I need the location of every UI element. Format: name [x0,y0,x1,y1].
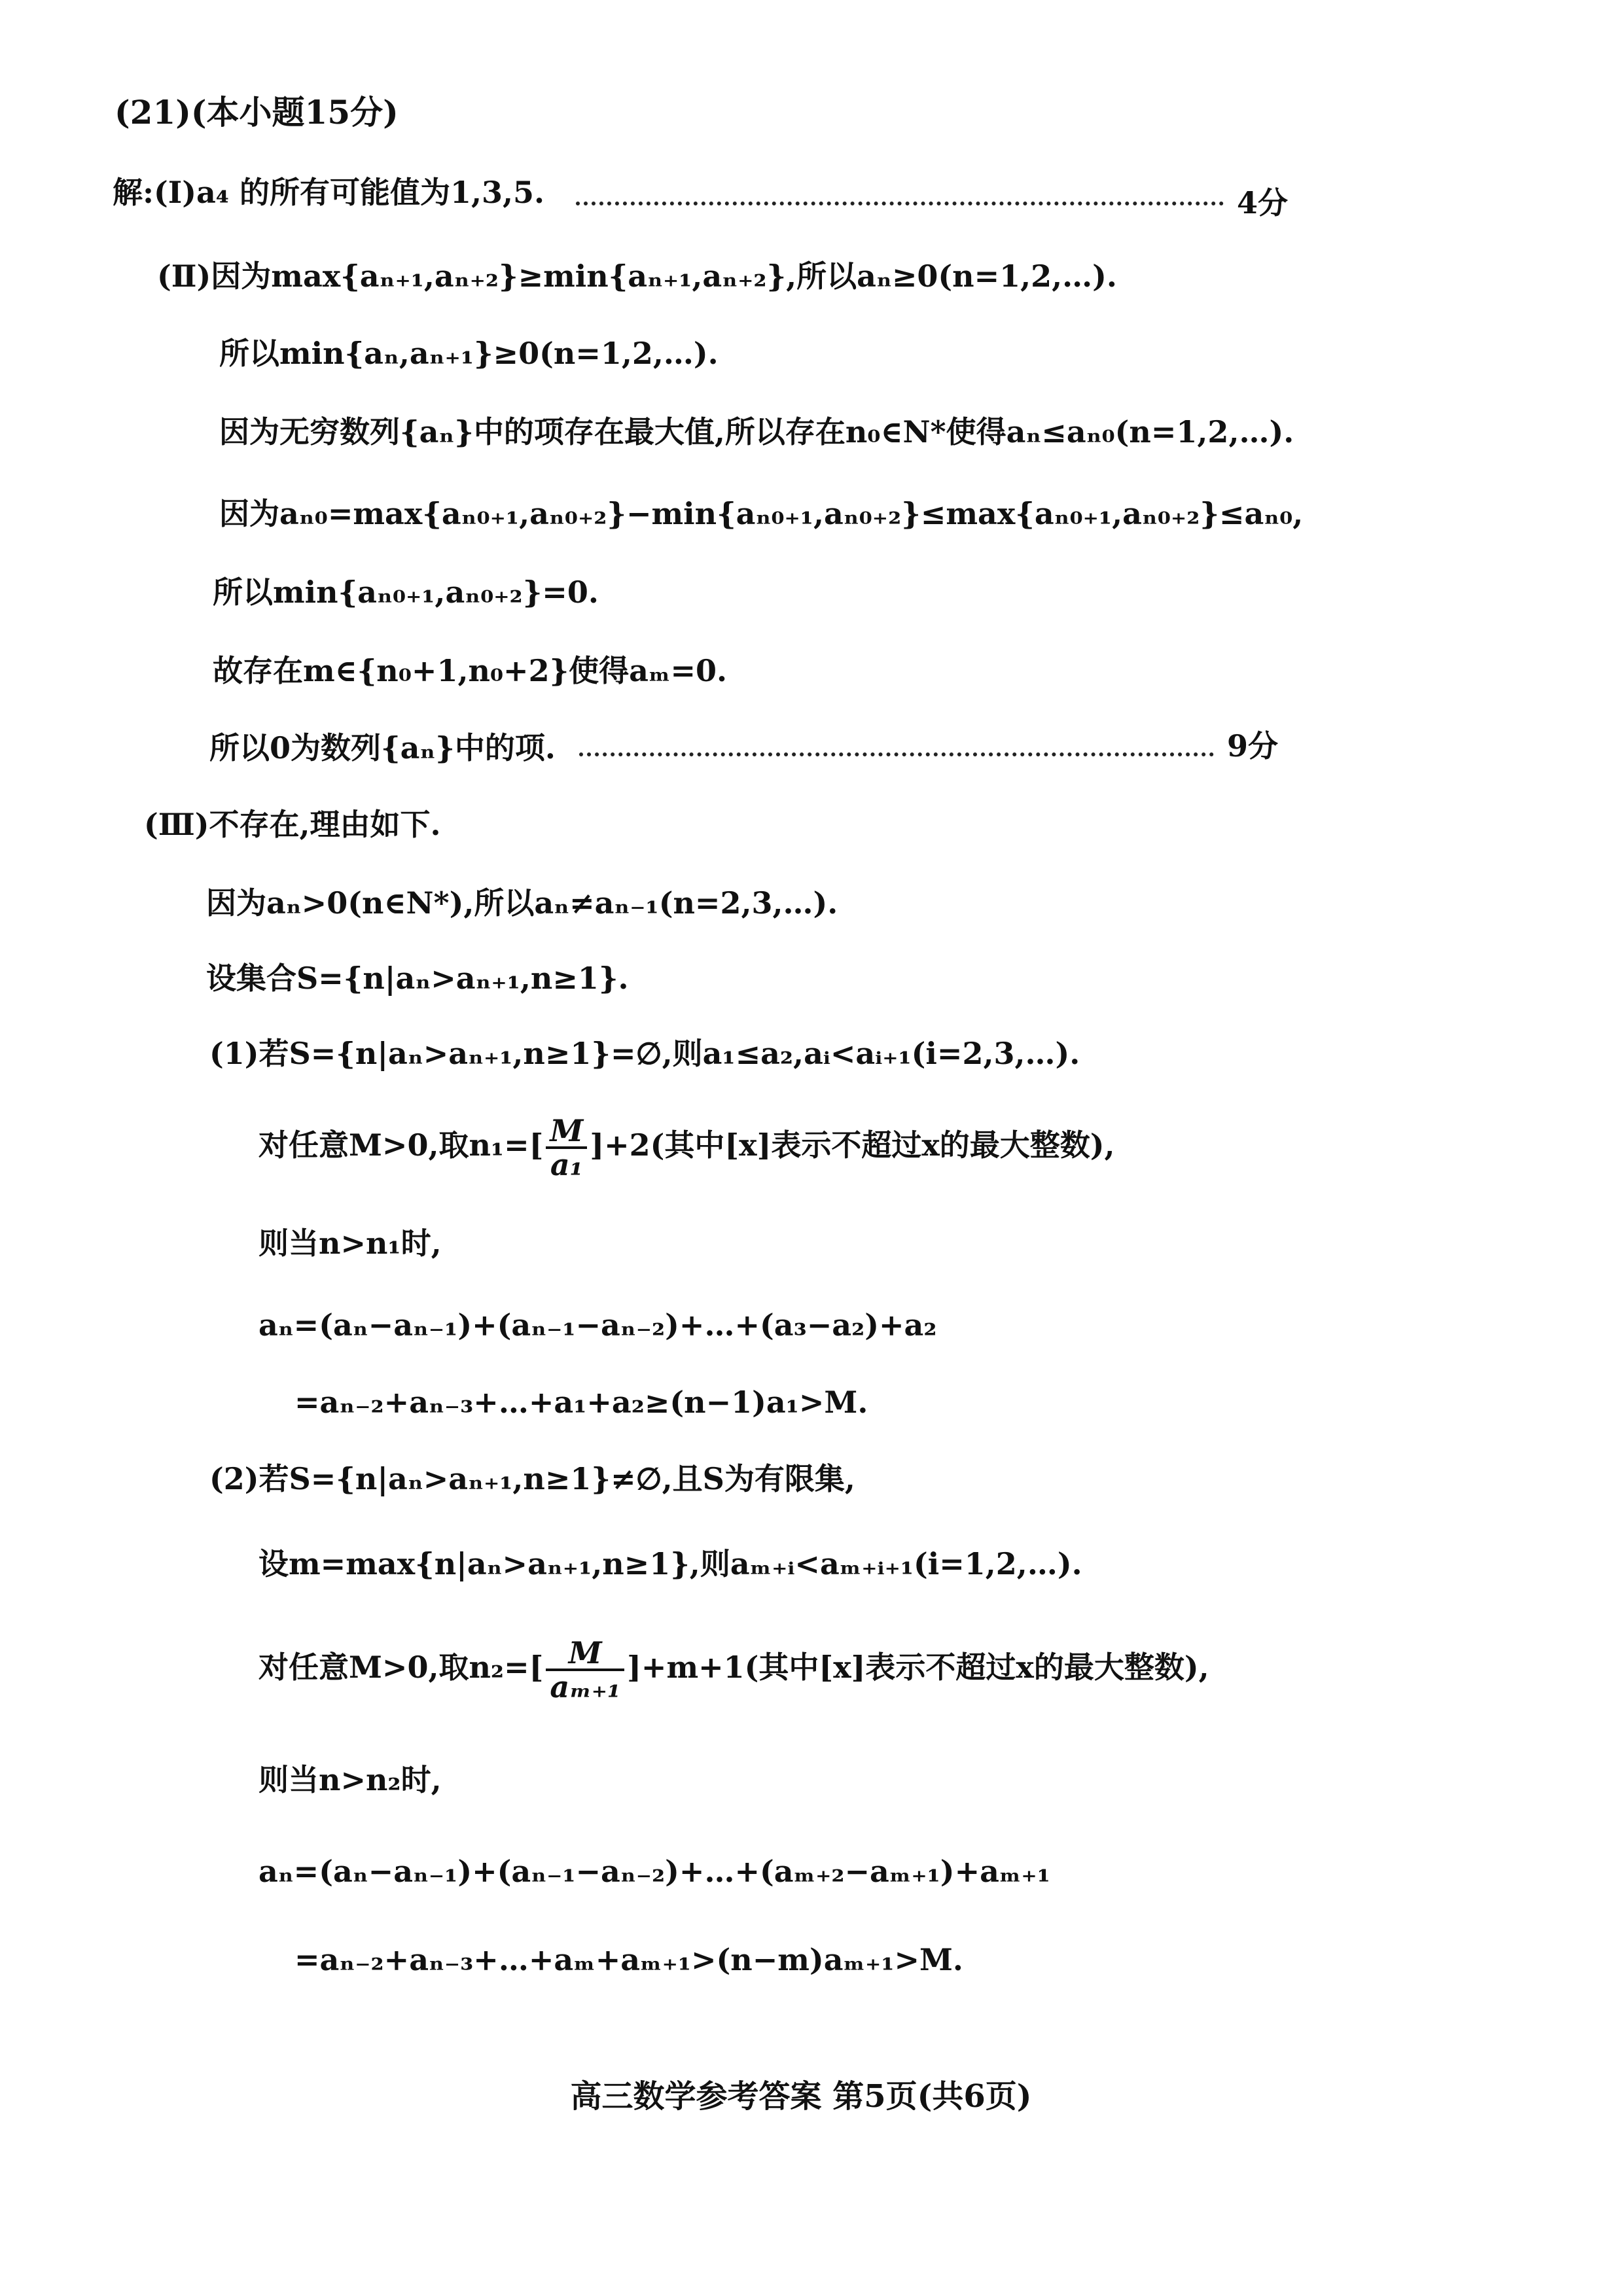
case1-take-post: ]+2(其中[x]表示不超过x的最大整数), [590,1127,1115,1163]
case2-condition: (2)若S={n|aₙ>aₙ₊₁,n≥1}≠∅,且S为有限集, [209,1461,855,1496]
part2-line-6: 故存在m∈{n₀+1,n₀+2}使得aₘ=0. [213,653,728,688]
part2-line-3: 因为无穷数列{aₙ}中的项存在最大值,所以存在n₀∈N*使得aₙ≤aₙ₀(n=1,2,…). [219,414,1294,450]
case1-frac-den: a₁ [546,1146,587,1180]
case2-set-m: 设m=max{n|aₙ>aₙ₊₁,n≥1},则aₘ₊ᵢ<aₘ₊ᵢ₊₁(i=1,2,…). [258,1546,1082,1581]
part1-leader [576,202,1224,205]
part1-line: 解:(Ⅰ)a₄ 的所有可能值为1,3,5. [113,175,545,210]
part2-line-2: 所以min{aₙ,aₙ₊₁}≥0(n=1,2,…). [219,336,719,371]
part2-score: 9分 [1227,728,1279,764]
case2-frac-num: M [568,1635,602,1670]
case2-fraction [546,1637,624,1703]
part3-line-2: 设集合S={n|aₙ>aₙ₊₁,n≥1}. [206,961,629,996]
case1-eq2: =aₙ₋₂+aₙ₋₃+…+a₁+a₂≥(n−1)a₁>M. [294,1385,868,1420]
part2-last-line: 所以0为数列{aₙ}中的项. [209,730,556,766]
case2-take [258,1631,1209,1703]
part2-leader [579,752,1214,756]
part2-line-1: (Ⅱ)因为max{aₙ₊₁,aₙ₊₂}≥min{aₙ₊₁,aₙ₊₂},所以aₙ≥0(n=1,2,…). [157,258,1117,294]
part3-intro: (Ⅲ)不存在,理由如下. [144,807,441,842]
case2-take-post: ]+m+1(其中[x]表示不超过x的最大整数), [627,1650,1209,1685]
case1-take [258,1109,1115,1181]
case1-fraction [546,1115,587,1180]
case2-eq1: aₙ=(aₙ−aₙ₋₁)+(aₙ₋₁−aₙ₋₂)+…+(aₘ₊₂−aₘ₊₁)+aₘ₊₁ [258,1854,1050,1889]
part1-score: 4分 [1237,185,1289,221]
case1-frac-num: M [550,1113,584,1148]
part2-line-5: 所以min{aₙ₀₊₁,aₙ₀₊₂}=0. [213,574,599,610]
case2-frac-den: aₘ₊₁ [546,1669,624,1703]
case1-take-pre: 对任意M>0,取n₁=[ [258,1127,544,1163]
page-footer: 高三数学参考答案 第5页(共6页) [570,2078,1032,2115]
part3-line-1: 因为aₙ>0(n∈N*),所以aₙ≠aₙ₋₁(n=2,3,…). [206,885,838,921]
case2-when: 则当n>n₂时, [258,1762,442,1797]
case1-when: 则当n>n₁时, [258,1226,442,1261]
case1-condition: (1)若S={n|aₙ>aₙ₊₁,n≥1}=∅,则a₁≤a₂,aᵢ<aᵢ₊₁(i=2,3,…). [209,1036,1080,1071]
case2-eq2: =aₙ₋₂+aₙ₋₃+…+aₘ+aₘ₊₁>(n−m)aₘ₊₁>M. [294,1942,963,1977]
case2-take-pre: 对任意M>0,取n₂=[ [258,1650,544,1685]
part2-line-4: 因为aₙ₀=max{aₙ₀₊₁,aₙ₀₊₂}−min{aₙ₀₊₁,aₙ₀₊₂}≤max{aₙ₀₊₁,aₙ₀₊₂}≤aₙ₀, [219,496,1304,531]
problem-header: (21)(本小题15分) [115,93,399,132]
case1-eq1: aₙ=(aₙ−aₙ₋₁)+(aₙ₋₁−aₙ₋₂)+…+(a₃−a₂)+a₂ [258,1307,937,1343]
